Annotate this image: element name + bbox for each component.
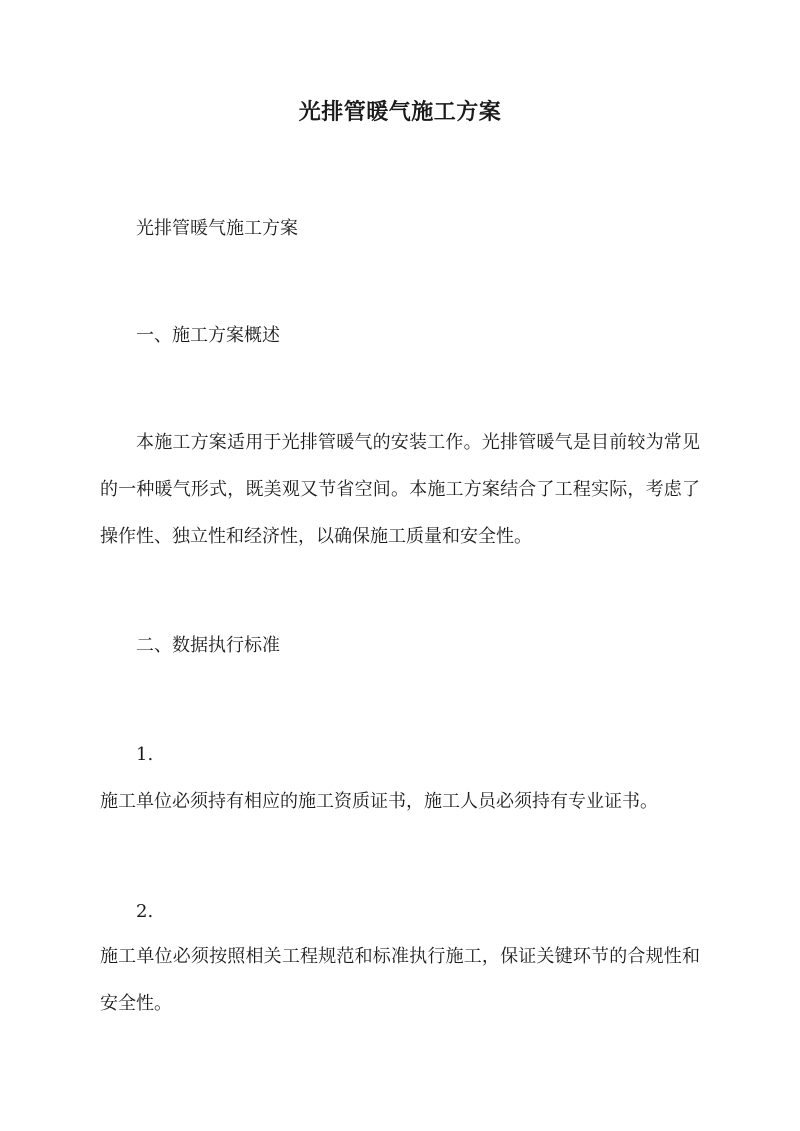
overview-paragraph: 本施工方案适用于光排管暖气的安装工作。光排管暖气是目前较为常见的一种暖气形式，既美观又节省空间。本施工方案结合了工程实际，考虑了操作性、独立性和经济性，以确保施工质量和安全性。 <box>100 432 700 547</box>
document-subtitle: 光排管暖气施工方案 <box>136 218 298 239</box>
list-item-text-1: 施工单位必须持有相应的施工资质证书，施工人员必须持有专业证书。 <box>100 791 658 812</box>
list-item-text-2: 施工单位必须按照相关工程规范和标准执行施工，保证关键环节的合规性和安全性。 <box>100 946 700 1014</box>
section-heading-overview: 一、施工方案概述 <box>136 325 280 346</box>
document-title: 光排管暖气施工方案 <box>298 99 502 125</box>
list-item-number-1: 1. <box>136 744 154 765</box>
section-heading-standards: 二、数据执行标准 <box>136 635 280 656</box>
list-item-number-2: 2. <box>136 901 154 922</box>
